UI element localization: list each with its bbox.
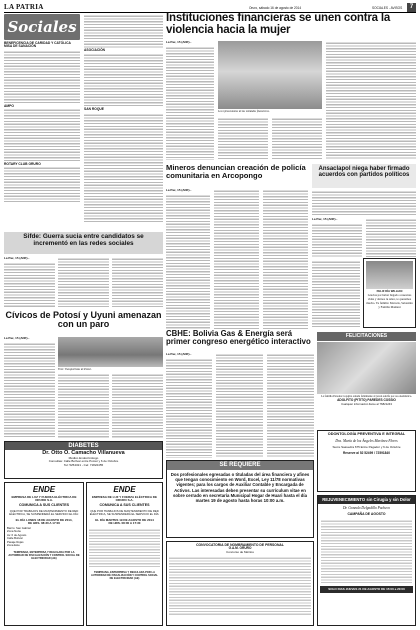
- ende-date: EL DÍA MARTES 19 DE AGOSTO DE 2014: [95, 517, 154, 522]
- sociales-item-head: AMPO: [4, 103, 14, 108]
- ansaclapol-box: [312, 164, 416, 216]
- ansaclapol-body: [312, 218, 416, 258]
- filler-text: [84, 113, 163, 223]
- dateline: Oruro, sábado 16 de agosto de 2014: [249, 6, 302, 10]
- ende-zone: Av. 6 de Agosto: [7, 532, 27, 537]
- filler-text: [166, 46, 214, 160]
- tribute-ad: [363, 258, 416, 328]
- felicitaciones-name: ADOLFITO (PITITO) PAREDES COSSIO: [337, 398, 396, 403]
- filler-text: [4, 108, 80, 162]
- felicitaciones-caption: La familia Paredes Copajira saluda felizmente al joven adolfo por su onomástico.: [320, 395, 413, 398]
- filler-text: [112, 373, 163, 438]
- page-number: 7: [407, 3, 416, 12]
- filler-text: [4, 166, 80, 202]
- sifde-story: [4, 257, 163, 307]
- convocatoria-sub: Concurso de Méritos: [226, 549, 254, 554]
- photo-caption: Los representantes de las entidades financieras.: [218, 110, 270, 113]
- sociales-item-head: ROTARY CLUB ORURO: [4, 162, 41, 167]
- felicitaciones-photo: [317, 342, 416, 394]
- main-photo: [218, 41, 322, 109]
- filler-text: [4, 262, 55, 307]
- tribute-photo-label: FELIZ DÍA WILLIAN: [376, 289, 403, 293]
- ansaclapol-headline: Ansaclapol niega haber firmado acuerdos con partidos políticos: [312, 164, 416, 188]
- ende-zones: [7, 527, 81, 548]
- sociales-col2-head: ASOCIACIÓN: [84, 48, 106, 52]
- felicitaciones-bar: FELICITACIONES: [317, 332, 416, 341]
- sociales-column-2: [84, 14, 163, 224]
- odonto-name: Dra. María de los Ángeles Martínez Flores: [335, 438, 398, 443]
- ende-hours: DE HRS. 08:30 A 17:00: [28, 520, 60, 525]
- ende-logo: ENDE: [32, 485, 56, 494]
- sociales-banner: Sociales: [4, 14, 80, 40]
- filler-text: [58, 373, 109, 438]
- filler-text: [216, 353, 263, 458]
- diabetes-line: Tel: 5254321 - Cel: 71822455: [63, 463, 104, 468]
- felicitaciones-phone: Cualquier información llame al 76821243: [341, 401, 392, 406]
- story-dateline: La Paz, 15 (ANF).-: [4, 256, 30, 260]
- masthead: LA PATRIA: [4, 3, 44, 11]
- mineros-headline: Mineros denuncian creación de policía comunitaria en Arcopongo: [166, 163, 306, 180]
- diabetes-line: Médico Endocrinólogo: [68, 455, 99, 460]
- odonto-phone: Reserve al 52 52499 / 72591840: [343, 451, 390, 456]
- ende-footer: TEMPRANA, ENTERPRISA Y REGULADA POR LA AUTORIDAD DE FISCALIZACIÓN Y CONTROL SOCIAL DE ELECTRICIDAD (AE): [8, 550, 80, 561]
- sociales-col2-head: SAN ROQUE: [84, 107, 104, 112]
- requiere-text: Dos profesionales egresadas o tituladas del área financiera y afines que tengan conocimiento en Word, Excel, Ley 11/78 normativas vigentes; para los cargos de Auxiliar Contable y Encargada de Activos. Las interesadas deben presentar su currículum vitae en sobre cerrado en secretaría Municipal Hogar de Huari hasta el día martes 19 de agosto hasta horas 10:00 a.m.: [170, 472, 310, 504]
- section-label: SOCIALES - AVISOS: [372, 6, 403, 10]
- ende-footer: TEMPRANA, ENTERPRISA Y REGULADA POR LA AUTORIDAD DE FISCALIZACIÓN Y CONTROL SOCIAL DE ELECTRICIDAD (AE): [91, 570, 158, 581]
- filler-text: [169, 556, 311, 616]
- cbhe-story: [166, 353, 314, 458]
- ende-body: QUE POR TRABAJOS DE MANTENIMIENTO DE RED ELÉCTRICA, SE SUSPENDERÁ EL SERVICIO EL DÍA:: [89, 508, 160, 517]
- filler-text: [84, 53, 163, 107]
- diabetes-line: Consultas: Calle Bolívar entre Potosí y 6 de Octubre: [48, 459, 119, 464]
- main-headline: Instituciones financieras se unen contra la violencia hacia la mujer: [166, 12, 391, 36]
- filler-text: [4, 342, 55, 438]
- ende-hours: DE HRS. 08:00 A 17:30: [108, 520, 141, 525]
- ende-company: EMPRESA DE LUZ Y FUERZA ELÉCTRICA DE ORURO S.A.: [11, 495, 77, 503]
- filler-text: [267, 353, 314, 458]
- ende-ad-2: [86, 482, 163, 626]
- filler-text: [89, 528, 160, 568]
- filler-text: [166, 358, 212, 458]
- filler-text: [326, 41, 416, 160]
- ende-date: EL DÍA LUNES 18 DE AGOSTO DE 2014,: [15, 517, 73, 522]
- filler-text: [214, 189, 259, 329]
- ende-zone: Barrio: San Gabriel: [7, 525, 31, 530]
- requiere-ad: [166, 460, 314, 538]
- filler-text: [321, 519, 412, 583]
- tribute-text: Gracias por haber llegado a nuestras vidas y darnos tu amor, te queremos mucho. Tu familia: Marcela, Sebastián y Familia Mamani: [366, 293, 413, 309]
- filler-text: [272, 117, 322, 160]
- odonto-location: Sucre Saavedra 675 Entre Pagador y 6 de Octubre: [332, 445, 401, 450]
- civicos-photo: [58, 337, 163, 367]
- filler-text: [112, 257, 163, 307]
- rejuv-campaign: CAMPAÑA DE AGOSTO: [347, 511, 386, 516]
- odonto-ad: [317, 430, 416, 492]
- sociales-section: [4, 14, 80, 224]
- main-story: [166, 41, 416, 161]
- sociales-item-head: BENEFICENCIA DE CARIDAD Y CATÓLICA: [4, 41, 71, 45]
- felicitaciones-ad: [317, 332, 416, 426]
- diabetes-bar: DIABETES: [5, 442, 162, 450]
- filler-text: [366, 218, 416, 258]
- mineros-story: [166, 189, 308, 329]
- rejuv-title: REJUVENECIMIENTO sin Cirugía y sin Dolor: [318, 496, 415, 504]
- filler-text: [84, 14, 163, 48]
- convocatoria-org: G.A.M. ORURO: [228, 546, 252, 551]
- filler-text: [312, 190, 416, 216]
- ende-logo: ENDE: [113, 485, 136, 494]
- rejuv-doctor: Dr. Gonzalo Delgadillo Pacheco: [342, 506, 391, 511]
- filler-text: [218, 117, 268, 160]
- tribute-photo: [366, 261, 413, 289]
- rejuv-cta: SOLO DIAS JUEVES 21 DE AGOSTO DE 15:00 a 20:00: [320, 586, 413, 593]
- ende-notice: COMUNICA A SUS CLIENTES: [18, 503, 70, 508]
- filler-text: [312, 260, 360, 328]
- ende-ad-1: [4, 482, 84, 626]
- ende-zone: Zona Norte: [7, 529, 21, 534]
- sifde-headline: Sifde: Guerra sucia entre candidatos se incrementó en las redes sociales: [4, 232, 163, 254]
- story-dateline: La Paz, 15 (ANF).-: [312, 217, 338, 221]
- ende-notice: COMUNICA A SUS CLIENTES: [99, 503, 150, 508]
- convocatoria-ad: [166, 541, 314, 626]
- diabetes-ad: [4, 441, 163, 479]
- story-dateline: La Paz, 15 (ANF).-: [166, 40, 192, 44]
- filler-text: [263, 189, 308, 329]
- rejuv-ad: [317, 495, 416, 626]
- civicos-headline: Cívicos de Potosí y Uyuni amenazan con un paro: [5, 310, 162, 330]
- cbhe-headline: CBHE: Bolivia Gas & Energía será primer congreso energético interactivo: [166, 329, 311, 346]
- ende-zone: Zona Este: [7, 543, 20, 548]
- photo-caption: Foto: Transportistas de Potosí.: [58, 368, 92, 371]
- ende-company: EMPRESA DE LUZ Y FUERZA ELÉCTRICA DE ORURO S.A.: [92, 495, 157, 503]
- requiere-bar: SE REQUIERE: [167, 461, 313, 470]
- civicos-story: [4, 337, 163, 438]
- ende-zone: Calle Bolívar: [7, 536, 23, 541]
- story-dateline: La Paz, 15 (ANF).-: [4, 336, 30, 340]
- story-dateline: La Paz, 15 (ANF).-: [166, 352, 192, 356]
- filler-text: [166, 194, 210, 329]
- story-dateline: La Paz, 15 (ANF).-: [166, 188, 192, 192]
- odonto-title: ODONTOLOGÍA PREVENTIVA E INTEGRAL: [327, 432, 406, 436]
- sociales-item-sub: MISA DE SANACIÓN: [4, 44, 37, 49]
- ende-zone: Pasaje Rojas: [7, 539, 24, 544]
- filler-text: [312, 223, 362, 258]
- diabetes-doctor: Dr. Otto O. Camacho Villanueva: [42, 450, 125, 456]
- filler-text: [58, 257, 109, 307]
- ende-body: QUE POR TRABAJOS DE MANTENIMIENTO DE RED ELÉCTRICA, SE SUSPENDERÁ EL SERVICIO EL DÍA:: [9, 508, 79, 517]
- convocatoria-title: CONVOCATORIA DE NOMBRAMIENTO DE PERSONAL: [196, 543, 284, 547]
- filler-text: [4, 50, 80, 104]
